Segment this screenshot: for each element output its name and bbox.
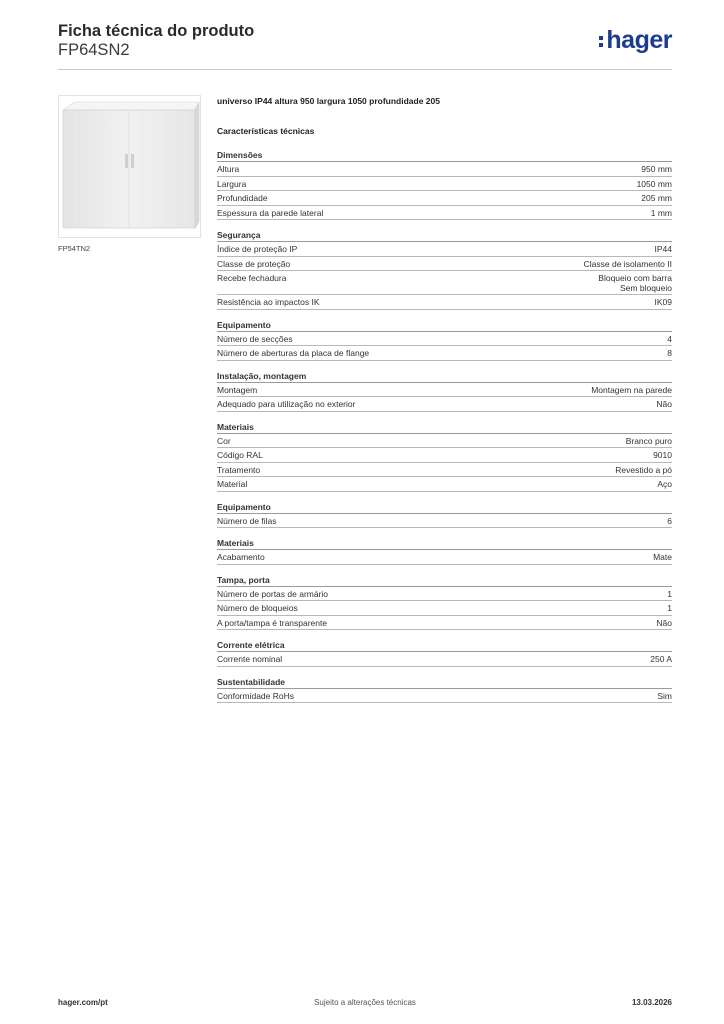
spec-row <box>217 397 672 412</box>
footer-website: hager.com/pt <box>58 998 108 1007</box>
spec-label: Profundidade <box>217 193 268 203</box>
spec-row <box>217 463 672 478</box>
spec-row <box>217 383 672 398</box>
section-title: Tampa, porta <box>217 575 672 587</box>
spec-label: Corrente nominal <box>217 654 283 664</box>
spec-value: Não <box>656 399 672 409</box>
spec-value: 1 <box>667 588 672 599</box>
product-description: universo IP44 altura 950 largura 1050 profundidade 205 <box>217 96 440 106</box>
spec-value: Sim <box>657 690 672 701</box>
spec-value: 8 <box>667 348 672 358</box>
spec-section <box>217 320 672 361</box>
spec-label: Índice de proteção IP <box>217 244 298 254</box>
spec-value: Não <box>656 617 672 628</box>
spec-label: Material <box>217 479 248 489</box>
spec-value: Classe de isolamento II <box>583 258 672 269</box>
spec-value: 1 <box>667 603 672 613</box>
spec-row <box>217 689 672 704</box>
section-title: Equipamento <box>217 502 672 514</box>
spec-row <box>217 191 672 206</box>
spec-section <box>217 538 672 565</box>
spec-row <box>217 448 672 463</box>
spec-row <box>217 346 672 361</box>
spec-sections <box>217 150 672 703</box>
spec-section <box>217 230 672 310</box>
spec-value: 205 mm <box>641 193 672 203</box>
spec-row <box>217 295 672 310</box>
spec-label: Espessura da parede lateral <box>217 207 324 218</box>
spec-label: Recebe fechadura <box>217 273 287 283</box>
spec-section <box>217 677 672 704</box>
spec-row <box>217 271 672 295</box>
spec-row <box>217 257 672 272</box>
spec-value: 6 <box>667 515 672 526</box>
spec-value: IP44 <box>654 244 672 254</box>
spec-label: Código RAL <box>217 450 263 460</box>
section-title: Materiais <box>217 422 672 434</box>
spec-value: 250 A <box>650 654 672 664</box>
spec-row <box>217 587 672 602</box>
spec-value: 9010 <box>653 450 672 460</box>
spec-label: Conformidade RoHs <box>217 690 295 701</box>
spec-value: Branco puro <box>625 435 672 446</box>
spec-row <box>217 434 672 449</box>
spec-value: 950 mm <box>641 164 672 174</box>
spec-row <box>217 514 672 529</box>
spec-value: 1 mm <box>650 207 672 218</box>
spec-row <box>217 601 672 616</box>
spec-row <box>217 550 672 565</box>
hager-logo <box>599 26 672 55</box>
spec-section <box>217 502 672 529</box>
spec-label: Número de bloqueios <box>217 603 298 613</box>
spec-label: Número de filas <box>217 515 277 526</box>
spec-label: Número de secções <box>217 333 293 344</box>
section-title: Dimensões <box>217 150 672 162</box>
section-title: Sustentabilidade <box>217 677 672 689</box>
enclosure-illustration-icon <box>59 96 200 237</box>
product-image <box>58 95 201 238</box>
image-caption: FP54TN2 <box>58 244 91 253</box>
logo-text: hager <box>606 26 672 54</box>
spec-value: Mate <box>653 552 672 562</box>
page-header <box>58 22 672 70</box>
spec-value: 4 <box>667 333 672 344</box>
characteristics-title: Características técnicas <box>217 126 315 136</box>
spec-label: A porta/tampa é transparente <box>217 617 328 628</box>
spec-label: Resistência ao impactos IK <box>217 297 320 307</box>
footer-notice: Sujeito a alterações técnicas <box>314 998 416 1007</box>
spec-row <box>217 332 672 347</box>
footer-date: 13.03.2026 <box>631 998 672 1007</box>
spec-value: Aço <box>657 479 672 489</box>
spec-label: Acabamento <box>217 552 265 562</box>
spec-row <box>217 477 672 492</box>
spec-row <box>217 242 672 257</box>
spec-label: Largura <box>217 178 247 189</box>
spec-label: Montagem <box>217 384 258 395</box>
product-code: FP64SN2 <box>58 41 130 59</box>
spec-label: Número de aberturas da placa de flange <box>217 348 370 358</box>
spec-section <box>217 371 672 412</box>
section-title: Instalação, montagem <box>217 371 672 383</box>
section-title: Equipamento <box>217 320 672 332</box>
spec-content <box>217 96 672 713</box>
spec-row <box>217 616 672 631</box>
spec-value: IK09 <box>654 297 672 307</box>
spec-value: Bloqueio com barra Sem bloqueio <box>598 273 672 293</box>
spec-label: Altura <box>217 164 240 174</box>
document-title: Ficha técnica do produto <box>58 22 255 40</box>
spec-value: Montagem na parede <box>591 384 672 395</box>
spec-row <box>217 652 672 667</box>
spec-row <box>217 206 672 221</box>
logo-dots-icon <box>599 34 604 49</box>
spec-label: Tratamento <box>217 464 261 475</box>
spec-row <box>217 177 672 192</box>
spec-section <box>217 640 672 667</box>
spec-value: 1050 mm <box>636 178 672 189</box>
spec-section <box>217 150 672 220</box>
spec-section <box>217 575 672 631</box>
section-title: Segurança <box>217 230 672 242</box>
section-title: Corrente elétrica <box>217 640 672 652</box>
spec-label: Adequado para utilização no exterior <box>217 399 356 409</box>
spec-value: Revestido a pó <box>615 464 672 475</box>
spec-label: Classe de proteção <box>217 258 291 269</box>
spec-label: Cor <box>217 435 231 446</box>
section-title: Materiais <box>217 538 672 550</box>
spec-section <box>217 422 672 492</box>
spec-label: Número de portas de armário <box>217 588 329 599</box>
spec-row <box>217 162 672 177</box>
